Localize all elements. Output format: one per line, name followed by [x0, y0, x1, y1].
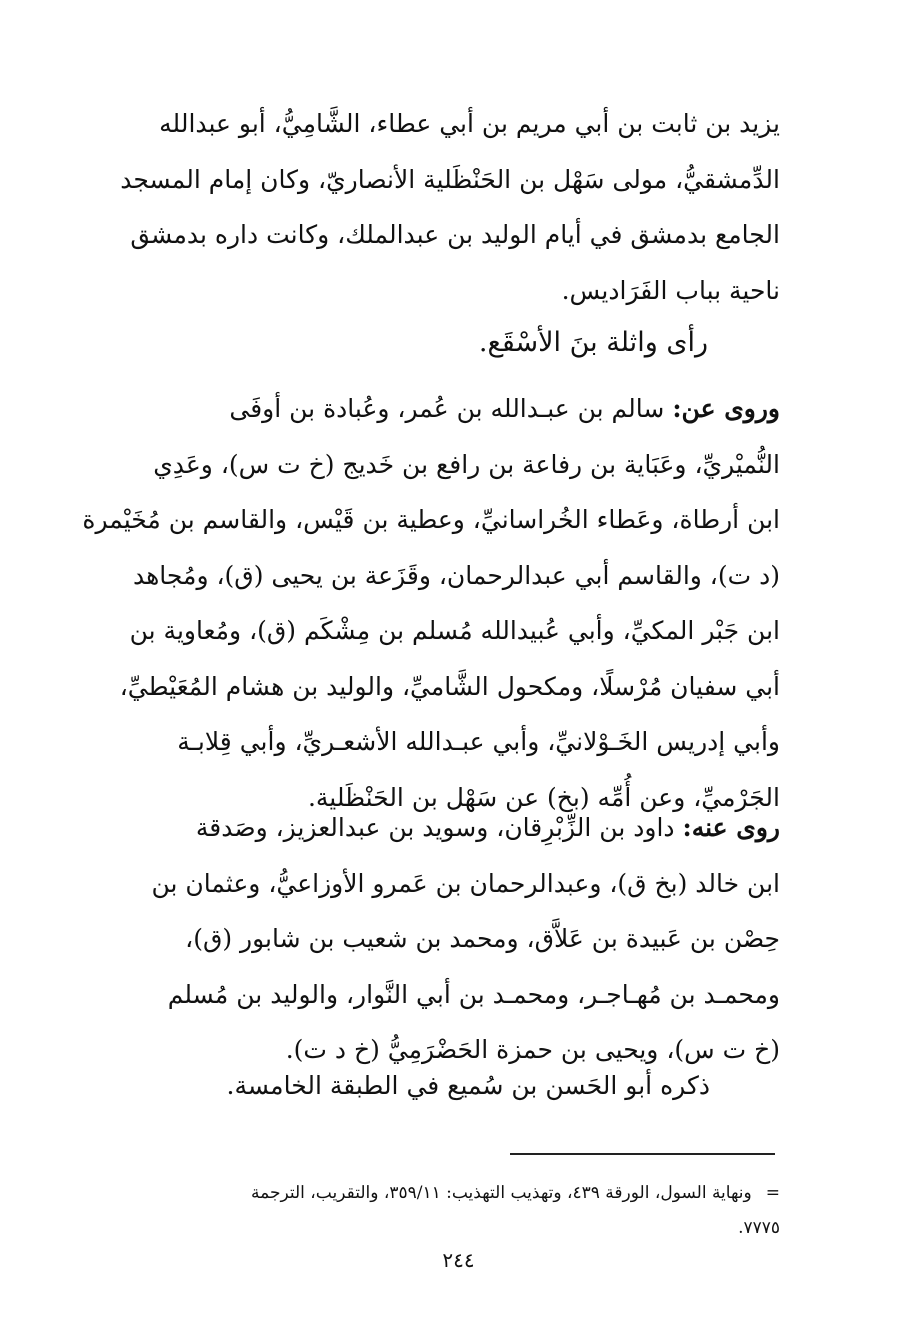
- text-line: الجَرْميِّ، وعن أُمِّه (بخ) عن سَهْل بن الحَنْظَلية.: [307, 782, 780, 812]
- paragraph-lead: روى عنه:: [682, 813, 780, 842]
- text-line: [78, 800, 780, 856]
- paragraph-narrated-by: [78, 800, 780, 1078]
- text-line: ومحمـد بن مُهـاجـر، ومحمـد بن أبي النَّوار، والوليد بن مُسلم: [167, 979, 780, 1009]
- text-line: الجامع بدمشق في أيام الوليد بن عبدالملك، وكانت داره بدمشق: [130, 220, 780, 249]
- page-number: ٢٤٤: [442, 1248, 475, 1272]
- paragraph-narrated-from: [78, 381, 780, 825]
- text-line-content: سالم بن عبـدالله بن عُمر، وعُبادة بن أوفَى: [229, 394, 665, 423]
- text-line: الدِّمشقيُّ، مولى سَهْل بن الحَنْظَلية الأنصاريّ، وكان إمام المسجد: [120, 164, 780, 194]
- footnote-marker: =: [765, 1183, 780, 1203]
- text-line: ابن خالد (بخ ق)، وعبدالرحمان بن عَمرو الأوزاعيُّ، وعثمان بن: [151, 868, 780, 898]
- closing-remark: ذكره أبو الحَسن بن سُميع في الطبقة الخامسة.: [226, 1071, 710, 1100]
- footnote-divider: [510, 1153, 775, 1155]
- text-line: (خ ت س)، ويحيى بن حمزة الحَضْرَمِيُّ (خ د ت).: [285, 1035, 780, 1064]
- text-line: النُّميْريِّ، وعَبَاية بن رفاعة بن رافع بن خَديج (خ ت س)، وعَدِي: [153, 449, 780, 479]
- text-line: (د ت)، والقاسم أبي عبدالرحمان، وقَزَعة بن يحيى (ق)، ومُجاهد: [133, 560, 780, 590]
- text-line: يزيد بن ثابت بن أبي مريم بن أبي عطاء، الشَّامِيُّ، أبو عبدالله: [159, 109, 780, 138]
- text-line: حِصْن بن عَبيدة بن عَلاَّق، ومحمد بن شعيب بن شابور (ق)،: [185, 924, 780, 953]
- footnote-line: [78, 1176, 780, 1211]
- text-line-content: داود بن الزِّبْرِقان، وسويد بن عبدالعزيز، وصَدقة: [195, 813, 675, 842]
- paragraph-lead: وروى عن:: [672, 394, 780, 423]
- footnote: [78, 1176, 780, 1246]
- footnote-line: ٧٧٧٥.: [738, 1218, 780, 1238]
- paragraph-biography: [78, 96, 780, 318]
- text-line: ناحية بباب الفَرَاديس.: [561, 275, 780, 305]
- text-line: ابن جَبْر المكيِّ، وأبي عُبيدالله مُسلم بن مِشْكَم (ق)، ومُعاوية بن: [129, 616, 780, 645]
- text-line: [78, 381, 780, 437]
- text-line: ابن أرطاة، وعَطاء الخُراسانيِّ، وعطية بن قَيْس، والقاسم بن مُخَيْمرة: [82, 505, 780, 534]
- footnote-text: ونهاية السول، الورقة ٤٣٩، وتهذيب التهذيب: ٣٥٩/١١، والتقريب، الترجمة: [251, 1183, 752, 1203]
- text-line: أبي سفيان مُرْسلًا، ومكحول الشَّاميِّ، والوليد بن هشام المُعَيْطيِّ،: [119, 671, 780, 701]
- section-heading: رأى واثلة بنَ الأسْقَع.: [478, 327, 708, 358]
- text-line: وأبي إدريس الخَـوْلانيِّ، وأبي عبـدالله الأشعـريِّ، وأبي قِلابـة: [177, 727, 780, 756]
